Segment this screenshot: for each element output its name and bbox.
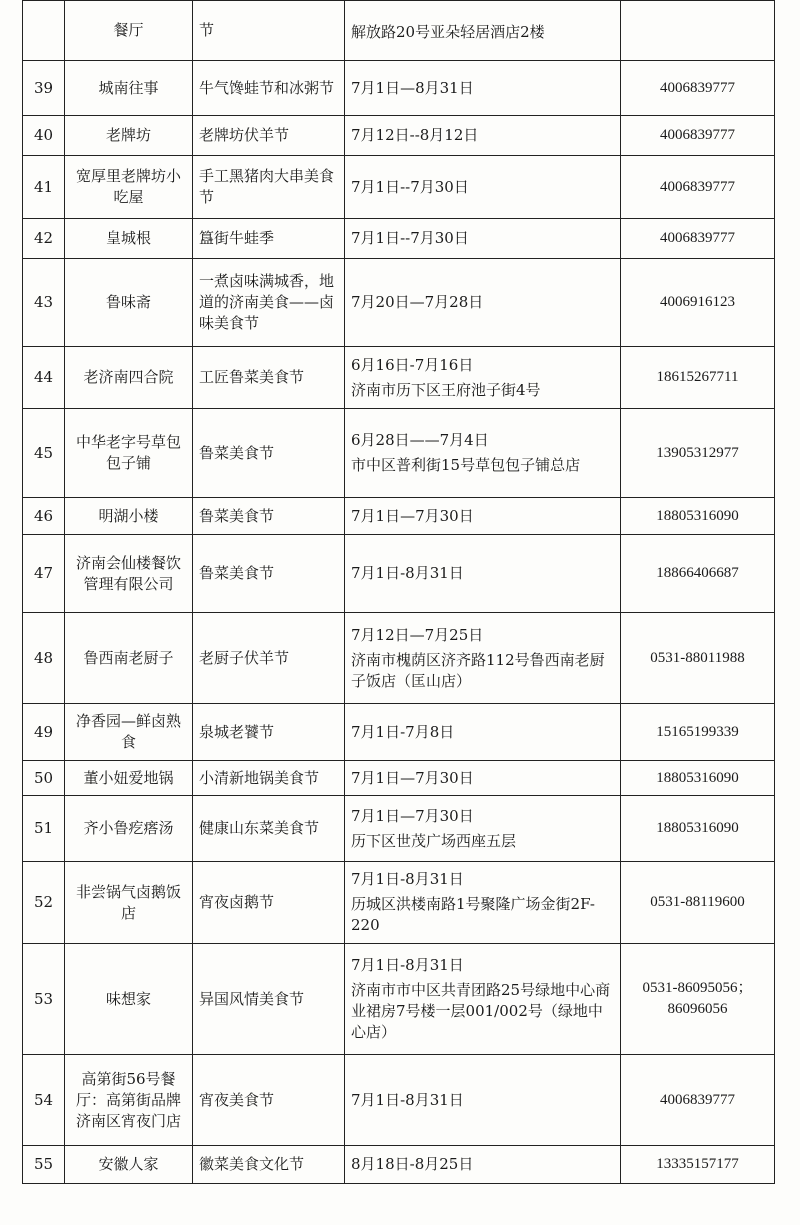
contact-phone: 0531-88011988 xyxy=(621,613,775,704)
restaurant-name: 非尝锅气卤鹅饭店 xyxy=(65,862,193,944)
row-number: 41 xyxy=(23,156,65,219)
festival-name: 小清新地锅美食节 xyxy=(193,761,345,796)
contact-phone: 4006916123 xyxy=(621,259,775,347)
contact-phone: 18866406687 xyxy=(621,535,775,613)
row-number: 48 xyxy=(23,613,65,704)
festival-name: 老厨子伏羊节 xyxy=(193,613,345,704)
event-date: 7月20日—7月28日 xyxy=(351,293,484,311)
festival-name: 手工黑猪肉大串美食节 xyxy=(193,156,345,219)
date-address-cell xyxy=(345,704,621,761)
restaurant-name: 济南会仙楼餐饮管理有限公司 xyxy=(65,535,193,613)
festival-name: 鲁菜美食节 xyxy=(193,498,345,535)
restaurant-name: 中华老字号草包包子铺 xyxy=(65,409,193,498)
event-date: 7月1日-8月31日 xyxy=(351,870,464,888)
festival-name: 簋街牛蛙季 xyxy=(193,219,345,259)
date-address-cell xyxy=(345,944,621,1055)
row-number: 40 xyxy=(23,116,65,156)
table-row xyxy=(23,535,775,613)
row-number: 49 xyxy=(23,704,65,761)
date-address-cell xyxy=(345,1055,621,1146)
restaurant-name: 齐小鲁疙瘩汤 xyxy=(65,796,193,862)
restaurant-name: 安徽人家 xyxy=(65,1146,193,1184)
table-row xyxy=(23,944,775,1055)
table-row xyxy=(23,613,775,704)
table-row xyxy=(23,259,775,347)
contact-phone: 18805316090 xyxy=(621,761,775,796)
table-row xyxy=(23,116,775,156)
festival-name: 鲁菜美食节 xyxy=(193,535,345,613)
table-row xyxy=(23,1,775,61)
table-row xyxy=(23,347,775,409)
table-row xyxy=(23,1146,775,1184)
event-address: 解放路20号亚朵轻居酒店2楼 xyxy=(351,23,545,41)
event-date: 7月1日--7月30日 xyxy=(351,229,469,247)
date-address-cell xyxy=(345,156,621,219)
contact-phone: 13905312977 xyxy=(621,409,775,498)
date-address-cell xyxy=(345,535,621,613)
row-number: 42 xyxy=(23,219,65,259)
event-address: 历城区洪楼南路1号聚隆广场金街2F-220 xyxy=(351,895,595,934)
festival-name: 牛气馋蛙节和冰粥节 xyxy=(193,61,345,116)
event-address: 济南市槐荫区济齐路112号鲁西南老厨子饭店（匡山店） xyxy=(351,650,605,690)
festival-name: 一煮卤味满城香，地道的济南美食——卤味美食节 xyxy=(193,259,345,347)
date-address-cell xyxy=(345,796,621,862)
festival-name: 宵夜卤鹅节 xyxy=(193,862,345,944)
restaurant-name: 净香园—鲜卤熟食 xyxy=(65,704,193,761)
event-date: 7月1日-8月31日 xyxy=(351,1090,464,1109)
row-number: 45 xyxy=(23,409,65,498)
contact-phone: 18615267711 xyxy=(621,347,775,409)
contact-phone: 4006839777 xyxy=(621,61,775,116)
row-number: 44 xyxy=(23,347,65,409)
table-row xyxy=(23,761,775,796)
date-address-cell xyxy=(345,761,621,796)
table-row xyxy=(23,219,775,259)
date-address-cell xyxy=(345,116,621,156)
event-date: 7月1日—7月30日 xyxy=(351,806,474,825)
festival-name: 异国风情美食节 xyxy=(193,944,345,1055)
date-address-cell xyxy=(345,1,621,61)
festival-name: 工匠鲁菜美食节 xyxy=(193,347,345,409)
event-address: 历下区世茂广场西座五层 xyxy=(351,831,517,850)
date-address-cell xyxy=(345,1146,621,1184)
event-date: 7月1日—7月30日 xyxy=(351,506,474,525)
event-date: 8月18日-8月25日 xyxy=(351,1155,474,1173)
event-date: 7月1日--7月30日 xyxy=(351,177,469,196)
date-address-cell xyxy=(345,259,621,347)
contact-phone: 18805316090 xyxy=(621,796,775,862)
contact-phone: 4006839777 xyxy=(621,116,775,156)
date-address-cell xyxy=(345,347,621,409)
festival-name: 健康山东菜美食节 xyxy=(193,796,345,862)
restaurant-name: 高第街56号餐厅：高第街品牌济南区宵夜门店 xyxy=(65,1055,193,1146)
contact-phone: 4006839777 xyxy=(621,219,775,259)
festival-name: 泉城老饕节 xyxy=(193,704,345,761)
restaurant-name: 味想家 xyxy=(65,944,193,1055)
date-address-cell xyxy=(345,862,621,944)
table-row xyxy=(23,796,775,862)
contact-phone: 15165199339 xyxy=(621,704,775,761)
event-address: 市中区普利街15号草包包子铺总店 xyxy=(351,456,581,474)
row-number: 46 xyxy=(23,498,65,535)
restaurant-name: 鲁味斋 xyxy=(65,259,193,347)
table-row xyxy=(23,156,775,219)
restaurant-name: 老济南四合院 xyxy=(65,347,193,409)
table-row xyxy=(23,704,775,761)
festival-name: 老牌坊伏羊节 xyxy=(193,116,345,156)
table-row xyxy=(23,1055,775,1146)
contact-phone: 0531-86095056；86096056 xyxy=(621,944,775,1055)
row-number: 51 xyxy=(23,796,65,862)
contact-phone: 4006839777 xyxy=(621,1055,775,1146)
festival-name: 徽菜美食文化节 xyxy=(193,1146,345,1184)
date-address-cell xyxy=(345,61,621,116)
row-number: 43 xyxy=(23,259,65,347)
restaurant-name: 宽厚里老牌坊小吃屋 xyxy=(65,156,193,219)
row-number: 55 xyxy=(23,1146,65,1184)
restaurant-name: 城南往事 xyxy=(65,61,193,116)
festival-name: 节 xyxy=(193,1,345,61)
contact-phone: 13335157177 xyxy=(621,1146,775,1184)
restaurant-name: 皇城根 xyxy=(65,219,193,259)
row-number: 53 xyxy=(23,944,65,1055)
restaurant-festival-table xyxy=(22,0,775,1184)
table-row xyxy=(23,61,775,116)
event-date: 6月16日-7月16日 xyxy=(351,355,474,374)
event-date: 6月28日——7月4日 xyxy=(351,431,489,449)
contact-phone: 4006839777 xyxy=(621,156,775,219)
contact-phone: 18805316090 xyxy=(621,498,775,535)
date-address-cell xyxy=(345,219,621,259)
row-number: 39 xyxy=(23,61,65,116)
table-row xyxy=(23,862,775,944)
event-date: 7月1日—7月30日 xyxy=(351,768,474,787)
row-number: 54 xyxy=(23,1055,65,1146)
table-row xyxy=(23,498,775,535)
festival-name: 宵夜美食节 xyxy=(193,1055,345,1146)
event-date: 7月1日-8月31日 xyxy=(351,564,464,582)
row-number: 50 xyxy=(23,761,65,796)
event-date: 7月1日-8月31日 xyxy=(351,956,464,974)
date-address-cell xyxy=(345,409,621,498)
event-date: 7月12日--8月12日 xyxy=(351,126,479,144)
table-body xyxy=(23,1,775,1184)
festival-name: 鲁菜美食节 xyxy=(193,409,345,498)
restaurant-name: 鲁西南老厨子 xyxy=(65,613,193,704)
event-address: 济南市历下区王府池子街4号 xyxy=(351,380,541,399)
event-date: 7月12日—7月25日 xyxy=(351,625,484,644)
row-number xyxy=(23,1,65,61)
restaurant-name: 老牌坊 xyxy=(65,116,193,156)
table-row xyxy=(23,409,775,498)
event-date: 7月1日-7月8日 xyxy=(351,722,455,741)
contact-phone: 0531-88119600 xyxy=(621,862,775,944)
date-address-cell xyxy=(345,498,621,535)
restaurant-name: 明湖小楼 xyxy=(65,498,193,535)
event-date: 7月1日—8月31日 xyxy=(351,78,474,97)
row-number: 47 xyxy=(23,535,65,613)
event-address: 济南市市中区共青团路25号绿地中心商业裙房7号楼一层001/002号（绿地中心店） xyxy=(351,981,611,1041)
row-number: 52 xyxy=(23,862,65,944)
contact-phone xyxy=(621,1,775,61)
restaurant-name: 餐厅 xyxy=(65,1,193,61)
restaurant-name: 董小妞爱地锅 xyxy=(65,761,193,796)
date-address-cell xyxy=(345,613,621,704)
